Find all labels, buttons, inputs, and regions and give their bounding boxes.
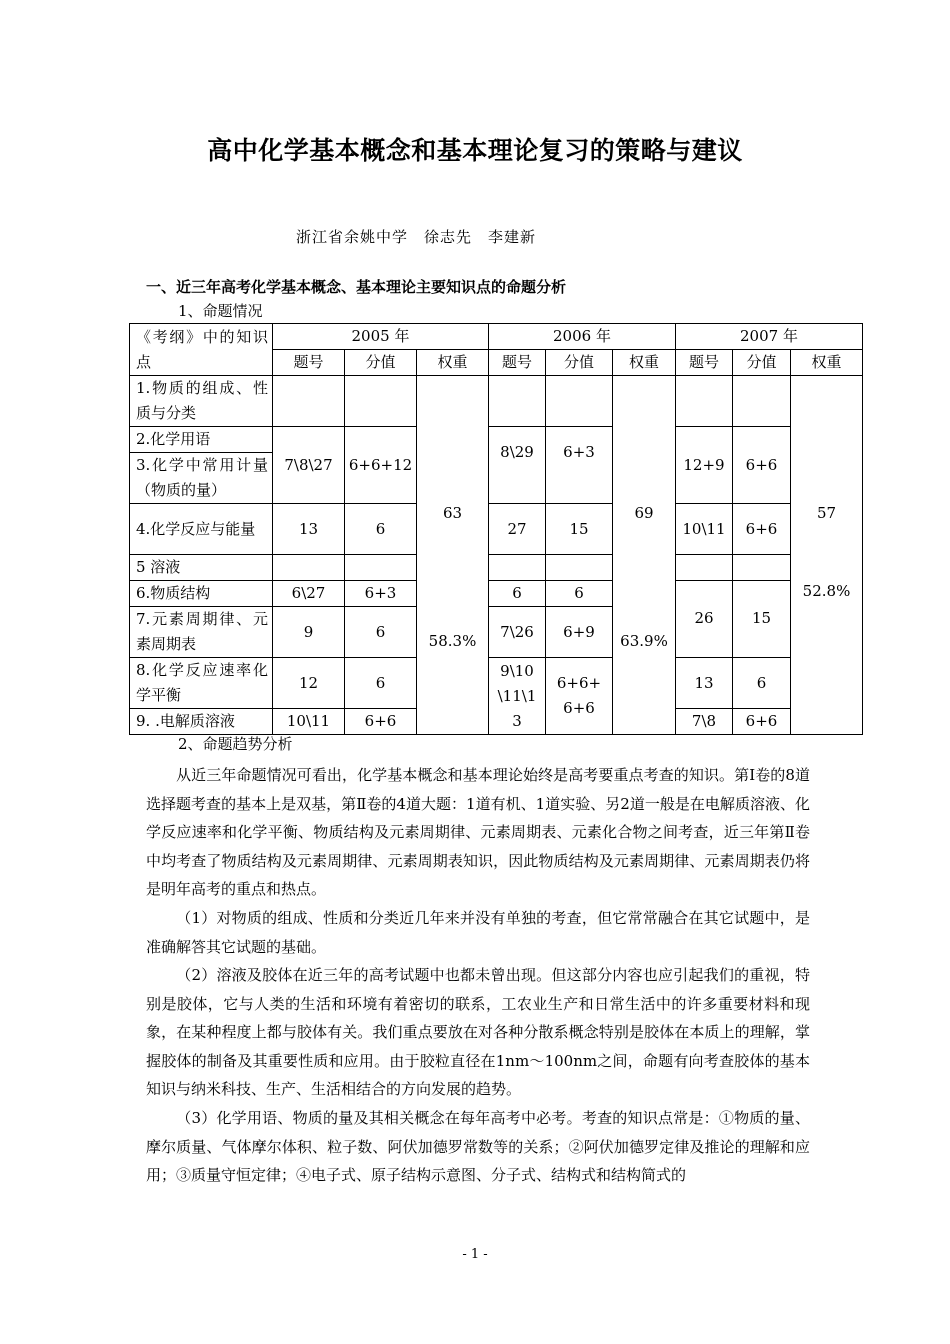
weight-2007-percent: 52.8% [802,582,851,600]
paragraph-1 [146,904,810,961]
topic-1: 1.物质的组成、性质与分类 [130,376,273,427]
no-2006-row-6: 6 [489,581,546,607]
no-2006-rows-8-9 [489,658,546,735]
no-2006-row-7: 7\26 [489,607,546,658]
topic-7: 7.元素周期律、元素周期表 [130,607,273,658]
subsection-heading-2: 2、命题趋势分析 [178,735,293,753]
topic-8: 8.化学反应速率化学平衡 [130,658,273,709]
weight-2006-percent: 63.9% [620,632,668,650]
score-2007-rows-6-7: 15 [733,581,791,658]
no-2005-row-4: 13 [273,504,345,555]
header-score-2007: 分值 [733,350,791,376]
paragraph-2-text: （2）溶液及胶体在近三年的高考试题中也都未曾出现。但这部分内容也应引起我们的重视，特别是胶体，它与人类的生活和环境有着密切的联系，工农业生产和日常生活中的许多重要材料和现象，在某种程度上都与胶体有关。我们重点要放在对各种分散系概念特别是胶体在本质上的理解，掌握胶体的制备及其重要性质和应用。由于胶粒直径在1nm～100nm之间，命题有向考查胶体的基本知识与纳米科技、生产、生活相结合的方向发展的趋势。 [146,966,810,1098]
empty-cell [676,376,733,427]
score-2005-row-8: 6 [345,658,417,709]
header-weight-2006: 权重 [613,350,676,376]
section-heading: 一、近三年高考化学基本概念、基本理论主要知识点的命题分析 [146,278,567,296]
empty-cell [345,555,417,581]
no-2005-row-7: 9 [273,607,345,658]
weight-2005 [417,376,489,735]
paragraph-1-text: （1）对物质的组成、性质和分类近几年来并没有单独的考查，但它常常融合在其它试题中，是准确解答其它试题的基础。 [146,909,810,956]
header-weight-2007: 权重 [791,350,863,376]
no-2006-rows-8-9-text: 9\10\11\13 [497,661,537,730]
header-no-2007: 题号 [676,350,733,376]
paragraph-3 [146,1104,810,1190]
weight-2006 [613,376,676,735]
header-year-2007: 2007 年 [676,324,863,350]
no-2006-row-4: 27 [489,504,546,555]
score-2005-row-6: 6+3 [345,581,417,607]
paragraph-trend-text: 从近三年命题情况可看出，化学基本概念和基本理论始终是高考要重点考查的知识。第Ⅰ卷的8道选择题考查的基本上是双基，第Ⅱ卷的4道大题：1道有机、1道实验、另2道一般是在电解质溶液、化学反应速率和化学平衡、物质结构及元素周期律、元素周期表、元素化合物之间考查，近三年第Ⅱ卷中均考查了物质结构及元素周期律、元素周期表知识，因此物质结构及元素周期律、元素周期表仍将是明年高考的重点和热点。 [146,766,810,898]
score-2007-row-9: 6+6 [733,709,791,735]
weight-2007-value: 57 [816,504,837,522]
header-topic: 《考纲》中的知识点 [130,324,273,376]
header-no-2006: 题号 [489,350,546,376]
score-2006-row-7: 6+9 [546,607,613,658]
score-2006-rows-8-9 [546,658,613,735]
topic-6: 6.物质结构 [130,581,273,607]
no-2007-row-4: 10\11 [676,504,733,555]
no-2007-rows-2-3: 12+9 [676,427,733,504]
weight-2005-percent: 58.3% [428,632,477,650]
no-2007-row-9: 7\8 [676,709,733,735]
header-no-2005: 题号 [273,350,345,376]
empty-cell [345,376,417,427]
empty-cell [489,555,546,581]
empty-cell [273,376,345,427]
header-year-2005: 2005 年 [273,324,489,350]
score-2007-row-4: 6+6 [733,504,791,555]
weight-2007 [791,376,863,735]
score-2006-row-4: 15 [546,504,613,555]
score-2005-row-9: 6+6 [345,709,417,735]
header-score-2005: 分值 [345,350,417,376]
score-2007-rows-2-3: 6+6 [733,427,791,504]
paragraph-3-text: （3）化学用语、物质的量及其相关概念在每年高考中必考。考查的知识点常是：①物质的量、摩尔质量、气体摩尔体积、粒子数、阿伏加德罗常数等的关系；②阿伏加德罗定律及推论的理解和应用；③质量守恒定律；④电子式、原子结构示意图、分子式、结构式和结构简式的 [146,1109,810,1184]
topic-2: 2.化学用语 [130,427,273,453]
topic-5: 5 溶液 [130,555,273,581]
score-2005-row-4: 6 [345,504,417,555]
no-2005-row-6: 6\27 [273,581,345,607]
topic-3: 3.化学中常用计量（物质的量） [130,453,273,504]
empty-cell [273,555,345,581]
page-number: - 1 - [462,1247,488,1262]
subsection-heading-1: 1、命题情况 [178,302,263,320]
weight-2005-value: 63 [442,504,463,522]
no-2005-row-9: 10\11 [273,709,345,735]
empty-cell [546,376,613,427]
empty-cell [676,555,733,581]
topic-4: 4.化学反应与能量 [130,504,273,555]
header-weight-2005: 权重 [417,350,489,376]
topic-9: 9. .电解质溶液 [130,709,273,735]
header-score-2006: 分值 [546,350,613,376]
no-2007-rows-6-7: 26 [676,581,733,658]
header-year-2006: 2006 年 [489,324,676,350]
empty-cell [489,376,546,427]
paragraph-trend [146,761,810,904]
author-line: 浙江省余姚中学 徐志先 李建新 [296,228,537,246]
score-2006-row-6: 6 [546,581,613,607]
no-2007-row-8: 13 [676,658,733,709]
empty-cell [546,555,613,581]
paragraph-2 [146,961,810,1104]
empty-cell [733,376,791,427]
score-2005-row-7: 6 [345,607,417,658]
document-title: 高中化学基本概念和基本理论复习的策略与建议 [207,136,743,165]
exam-analysis-table [129,323,863,735]
no-2005-rows-2-3: 7\8\27 [273,427,345,504]
no-2006-rows-2-3: 8\29 [489,427,546,504]
weight-2006-value: 69 [634,504,654,522]
empty-cell [733,555,791,581]
score-2007-row-8: 6 [733,658,791,709]
score-2006-rows-2-3: 6+3 [546,427,613,504]
score-2006-rows-8-9-text: 6+6+6+6 [556,674,602,717]
score-2005-rows-2-3: 6+6+12 [345,427,417,504]
no-2005-row-8: 12 [273,658,345,709]
